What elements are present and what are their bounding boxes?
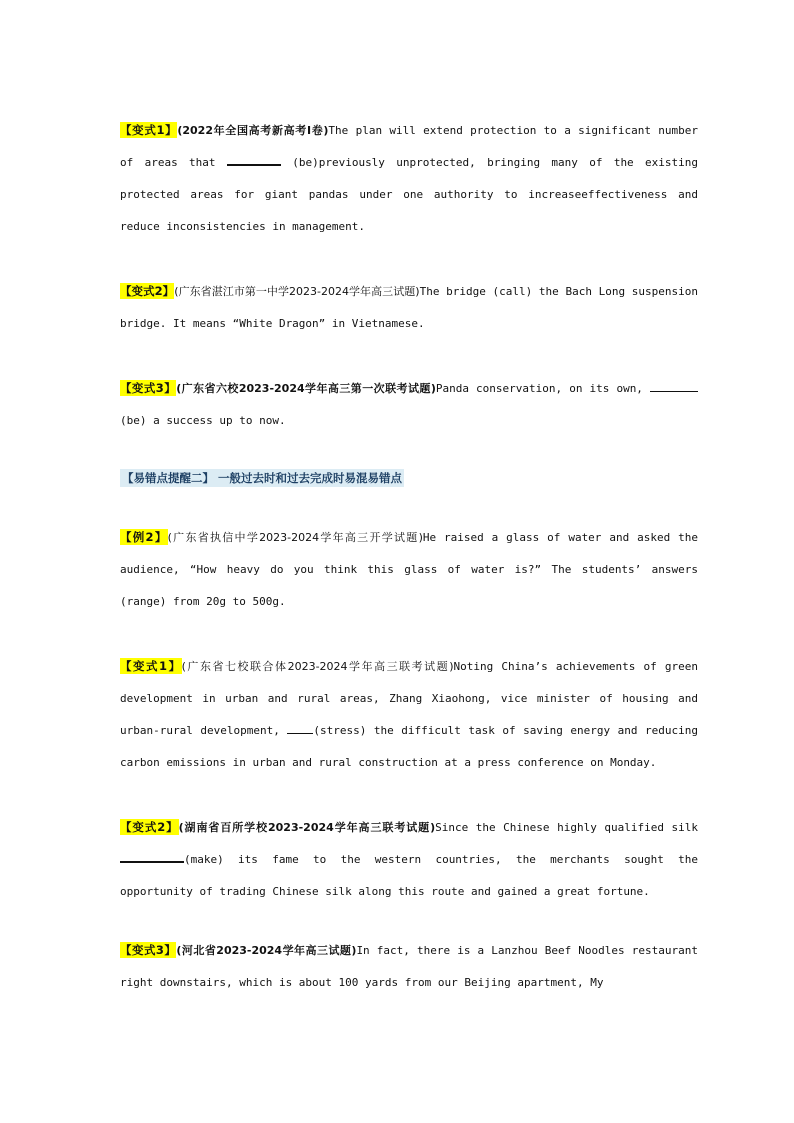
exercise-tag: 【变式1】 [120,123,178,137]
exercise-tag: 【变式1】 [120,659,182,673]
exercise-3 [120,372,698,437]
exercise-text-after: (be)previously unprotected, bringing many of the existing protected areas for giant pandas under one authority to increaseeffectiveness and reduce inconsistencies in management. [120,156,699,233]
example-source: (广东省执信中学2023-2024学年高三开学试题) [167,531,423,544]
exercise-text: In fact, there is a Lanzhou Beef Noodles restaurant right downstairs, which is about 100 yards from our Beijing apartment, My [120,944,698,989]
exercise-text-before: Noting China’s achievements of green development in urban and rural areas, Zhang Xiaohong, vice minister of housing and urban-rural development, [120,660,698,737]
exercise-2 [120,275,698,340]
example-2 [120,521,698,618]
exercise-source: (广东省七校联合体2023-2024学年高三联考试题) [181,660,454,673]
exercise-text-before: Since the Chinese highly qualified silk [435,821,698,834]
exercise-source: (河北省2023-2024学年高三试题) [176,944,357,957]
document-content [120,114,698,999]
exercise-tag: 【变式3】 [120,381,177,395]
section-heading-row [120,463,698,495]
exercise-4 [120,650,698,779]
exercise-tag: 【变式2】 [120,284,175,298]
exercise-5 [120,811,698,908]
answer-blank[interactable] [650,379,698,392]
exercise-text-after: (stress) the difficult task of saving energy and reducing carbon emissions in urban and rural construction at a press conference on Monday. [120,724,698,769]
exercise-text-before: The plan will extend protection to a significant number of areas that [120,124,698,169]
exercise-text-after: (be) a success up to now. [120,414,286,427]
answer-blank[interactable] [120,849,184,863]
exercise-text: The bridge (call) the Bach Long suspension bridge. It means “White Dragon” in Vietnamese. [120,285,698,330]
answer-blank[interactable] [287,721,313,734]
exercise-source: (2022年全国高考新高考I卷) [177,124,329,137]
answer-blank[interactable] [227,152,281,166]
exercise-tag: 【变式2】 [120,820,179,834]
exercise-source: (广东省六校2023-2024学年高三第一次联考试题) [176,382,436,395]
section-heading: 【易错点提醒二】 一般过去时和过去完成时易混易错点 [122,471,403,485]
exercise-tag: 【变式3】 [120,943,177,957]
example-text: He raised a glass of water and asked the audience, “How heavy do you think this glass of water is?” The students’ answers (range) from 20g to 500g. [120,531,698,608]
exercise-text-after: (make) its fame to the western countries, the merchants sought the opportunity of trading Chinese silk along this route and gained a great fortune. [120,853,698,898]
exercise-source: (湖南省百所学校2023-2024学年高三联考试题) [178,821,436,834]
exercise-source: (广东省湛江市第一中学2023-2024学年高三试题) [174,285,420,298]
exercise-1 [120,114,698,243]
example-tag: 【例2】 [120,530,168,544]
exercise-6 [120,934,698,999]
exercise-text-before: Panda conservation, on its own, [435,382,650,395]
